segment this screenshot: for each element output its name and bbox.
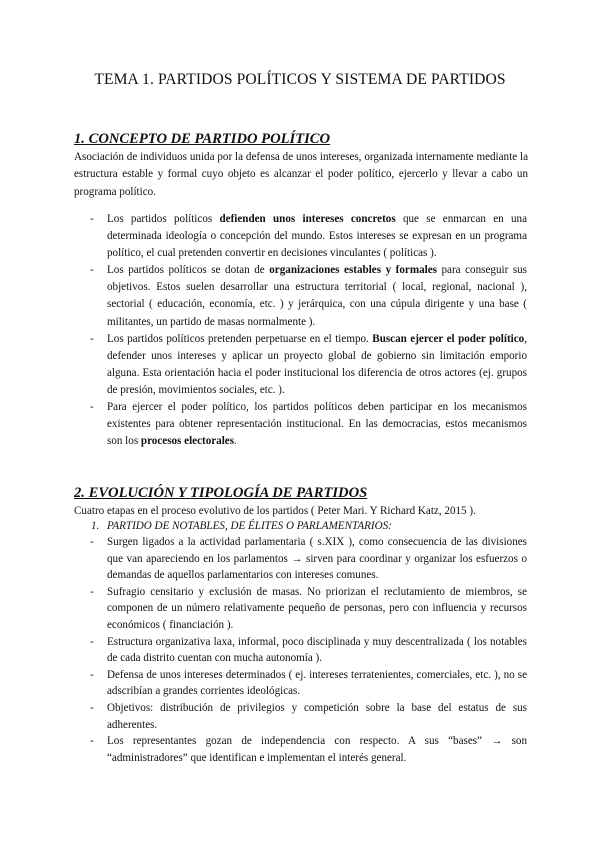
bullet-dash: - [90, 401, 94, 414]
item-text: Los partidos políticos se dotan de [107, 264, 270, 277]
item-bold-text: Buscan ejercer el poder político [372, 332, 525, 345]
item-text: Los partidos políticos [107, 213, 220, 225]
item-bold-text: organizaciones estables y formales [269, 264, 437, 277]
bullet-dash: - [90, 213, 94, 225]
subheading-text: PARTIDO DE NOTABLES, DE ÉLITES O PARLAMENTARIOS: [107, 520, 392, 532]
item-text: Los representantes gozan de independencia con respecto. A sus “bases” → son “administradores” que identifican e implementan el interés general. [107, 735, 527, 764]
item-bold-text: procesos electorales [140, 435, 235, 448]
item-text: Sufragio censitario y exclusión de masas. No priorizan el reclutamiento de miembros, se componen de un número relativamente pequeño de personas, pero con influencia y recursos económicos ( financiación ). [107, 585, 527, 631]
section-1-list [0, 211, 600, 450]
section-1-intro: Asociación de individuos unida por la defensa de unos intereses, organizada internamente mediante la estructura estable y formal cuyo objeto es alcanzar el poder político, ejercerlo y llevar a cabo un programa político. [74, 151, 528, 198]
item-text: Defensa de unos intereses determinados ( ej. intereses terratenientes, comerciales, etc. ), no se adscribían a grandes corrientes ideológicas. [107, 668, 527, 698]
list-item [0, 634, 527, 667]
item-text: Los partidos políticos pretenden perpetuarse en el tiempo. [107, 332, 373, 345]
list-item [0, 262, 527, 330]
list-item [0, 331, 527, 399]
subheading-number: 1. [91, 520, 100, 532]
item-text: , defender unos intereses y aplicar un proyecto global de gobierno sin limitación emporio alguna. Esta orientación hacia el poder institucional los diferencia de otros actores (ej. grupos de presión, movimientos sociales, etc. ). [107, 332, 527, 396]
list-item [0, 534, 527, 584]
bullet-dash: - [90, 332, 94, 345]
bullet-dash: - [90, 635, 94, 648]
list-item [0, 399, 527, 450]
bullet-dash: - [90, 585, 94, 598]
section-1-heading: 1. CONCEPTO DE PARTIDO POLÍTICO [74, 131, 331, 147]
list-item [0, 733, 527, 766]
list-item [0, 211, 527, 262]
item-text: Surgen ligados a la actividad parlamentaria ( s.XIX ), como consecuencia de las divisiones que van apareciendo en los parlamentos → sirven para coordinar y organizar los esfuerzos o demandas de aquellos parlamentarios con intereses comunes. [107, 536, 527, 582]
item-text: Para ejercer el poder político, los partidos políticos deben participar en los mecanismos existentes para obtener representación institucional. En las democracias, estos mecanismos son los [107, 401, 527, 448]
item-text: para conseguir sus objetivos. Estos suelen desarrollar una estructura territorial ( local, regional, nacional ), sectorial ( educación, economía, etc. ) y jerárquica, con una cúpula dirigente y una base ( militantes, un partido de masas normalmente ). [107, 264, 527, 328]
list-item [0, 667, 527, 700]
bullet-dash: - [90, 735, 94, 748]
item-text: Objetivos: distribución de privilegios y competición sobre la base del estatus de sus adherentes. [107, 701, 527, 731]
item-text: . [234, 435, 237, 448]
item-text: que se enmarcan en una determinada ideología o concepción del mundo. Estos intereses se expresan en un programa político, el cual pretenden convertir en decisiones vinculantes ( políticas ). [107, 213, 527, 260]
item-bold-text: defienden unos intereses concretos [219, 213, 396, 225]
section-2-subheading [91, 518, 392, 534]
bullet-dash: - [90, 701, 94, 714]
item-text: Estructura organizativa laxa, informal, poco disciplinada y muy descentralizada ( los notables de cada distrito cuentan con mucha autonomía ). [107, 635, 527, 665]
bullet-dash: - [90, 536, 94, 548]
section-2-intro: Cuatro etapas en el proceso evolutivo de los partidos ( Peter Mari. Y Richard Katz, 2015 ). [74, 505, 476, 517]
list-item [0, 700, 527, 733]
list-item [0, 584, 527, 634]
document-title: TEMA 1. PARTIDOS POLÍTICOS Y SISTEMA DE PARTIDOS [94, 71, 506, 88]
section-2-heading: 2. EVOLUCIÓN Y TIPOLOGÍA DE PARTIDOS [74, 485, 368, 501]
bullet-dash: - [90, 668, 94, 681]
bullet-dash: - [90, 264, 94, 277]
section-2-list [0, 534, 600, 766]
